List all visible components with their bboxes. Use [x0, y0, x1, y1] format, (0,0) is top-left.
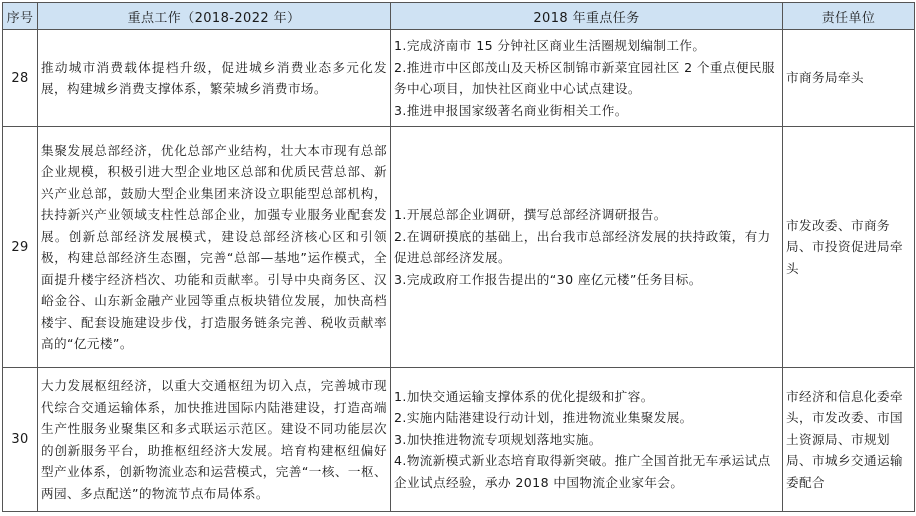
header-row [3, 3, 915, 30]
key-work-cell: 推动城市消费载体提档升级，促进城乡消费业态多元化发展，构建城乡消费支撑体系，繁荣城乡消费市场。 [38, 30, 391, 127]
responsible-unit-cell: 市商务局牵头 [783, 30, 915, 127]
key-tasks-table [2, 2, 915, 512]
task-item: 1.开展总部企业调研，撰写总部经济调研报告。 [394, 207, 667, 222]
header-num: 序号 [3, 3, 38, 30]
table-row [3, 368, 915, 512]
task-item: 1.完成济南市 15 分钟社区商业生活圈规划编制工作。 [394, 38, 706, 53]
tasks-cell [391, 368, 783, 512]
task-item: 2.在调研摸底的基础上，出台我市总部经济发展的扶持政策，有力促进总部经济发展。 [394, 228, 771, 265]
table-row [3, 30, 915, 127]
task-item: 4.物流新模式新业态培育取得新突破。推广全国首批无车承运试点企业试点经验，承办 2018 中国物流企业家年会。 [394, 453, 771, 490]
responsible-unit-cell: 市发改委、市商务局、市投资促进局牵头 [783, 127, 915, 368]
task-item: 1.加快交通运输支撑体系的优化提级和扩容。 [394, 388, 654, 404]
header-unit: 责任单位 [783, 3, 915, 30]
row-number: 28 [3, 30, 38, 127]
tasks-cell [391, 127, 783, 368]
tasks-cell [391, 30, 783, 127]
table-row [3, 127, 915, 368]
task-item: 3.加快推进物流专项规划落地实施。 [394, 431, 602, 447]
row-number: 30 [3, 368, 38, 512]
header-tasks: 2018 年重点任务 [391, 3, 783, 30]
task-item: 2.实施内陆港建设行动计划，推进物流业集聚发展。 [394, 410, 693, 426]
row-number: 29 [3, 127, 38, 368]
task-item: 3.完成政府工作报告提出的“30 座亿元楼”任务目标。 [394, 271, 702, 287]
key-work-cell: 大力发展枢纽经济，以重大交通枢纽为切入点，完善城市现代综合交通运输体系，加快推进国际内陆港建设，打造高端生产性服务业聚集区和多式联运示范区。建设不同功能层次的创新服务平台，助推枢纽经济大发展。培育构建枢纽偏好型产业体系，创新物流业态和运营模式，完善“一核、一枢、两园、多点配送”的物流节点布局体系。 [38, 368, 391, 512]
task-item: 3.推进申报国家级著名商业街相关工作。 [394, 102, 628, 118]
header-work: 重点工作（2018-2022 年） [38, 3, 391, 30]
key-work-cell: 集聚发展总部经济，优化总部产业结构，壮大本市现有总部企业规模，积极引进大型企业地区总部和优质民营总部、新兴产业总部，鼓励大型企业集团来济设立职能型总部机构，扶持新兴产业领域支柱性总部企业，加强专业服务业配套发展。创新总部经济发展模式，建设总部经济核心区和引领极，构建总部经济生态圈，完善“总部—基地”运作模式，全面提升楼宇经济档次、功能和贡献率。引导中央商务区、汉峪金谷、山东新金融产业园等重点板块错位发展，加快高档楼宇、配套设施建设步伐，打造服务链条完善、税收贡献率高的“亿元楼”。 [38, 127, 391, 368]
responsible-unit-cell: 市经济和信息化委牵头，市发改委、市国土资源局、市规划局、市城乡交通运输委配合 [783, 368, 915, 512]
task-item: 2.推进市中区郎茂山及天桥区制锦市新菜宜园社区 2 个重点便民服务中心项目，加快社区商业中心试点建设。 [394, 59, 775, 96]
